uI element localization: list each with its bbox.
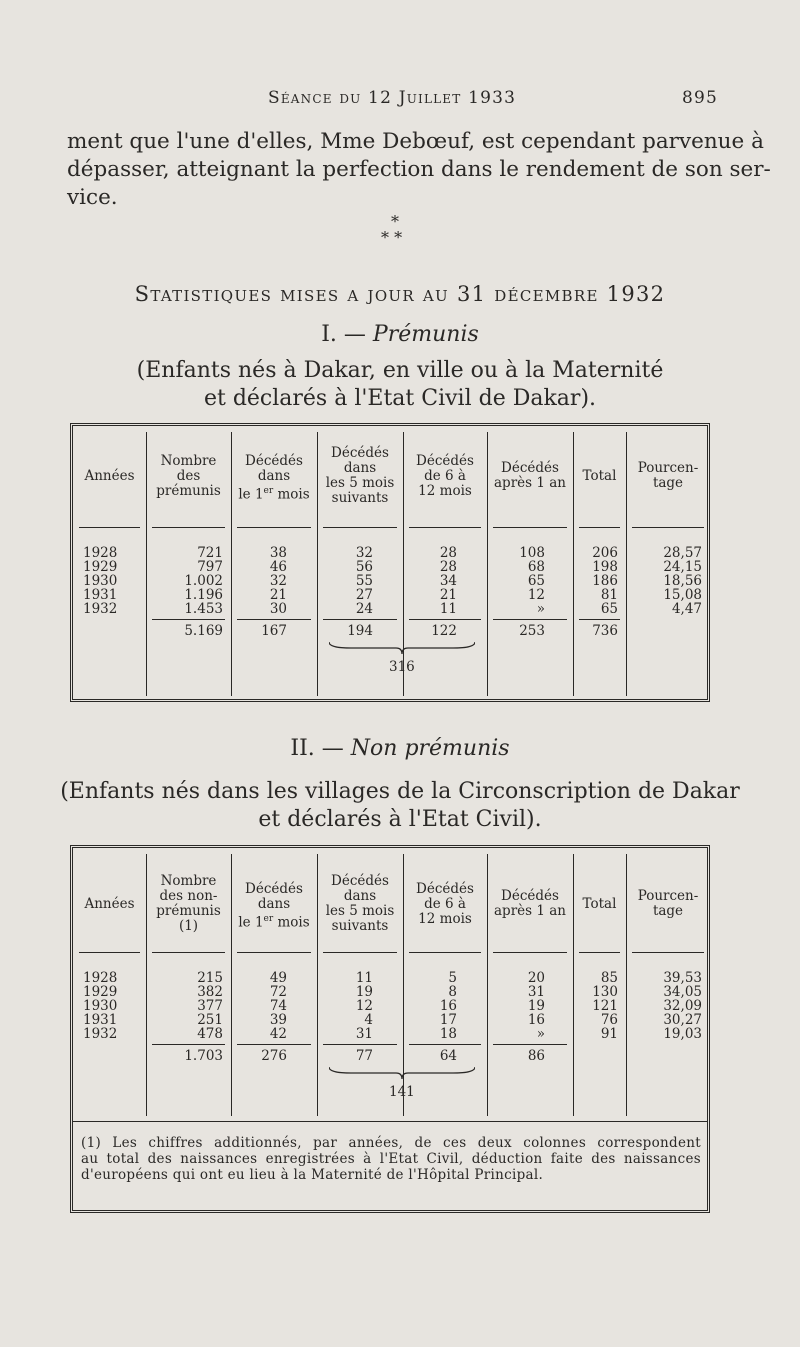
total-total: 736 [592, 623, 618, 639]
sum-brace [329, 1066, 475, 1080]
table-cell-d1: 39 [269, 1012, 287, 1028]
column-header-line: des non- [159, 888, 218, 904]
table-cell-d1: 74 [269, 998, 287, 1014]
table-cell-n: 721 [197, 545, 223, 561]
column-header [317, 446, 403, 506]
table-cell-d6: 21 [439, 587, 457, 603]
column-header [231, 882, 317, 931]
total-da: 253 [519, 623, 545, 639]
table-cell-d5: 4 [364, 1012, 373, 1028]
total-rule [237, 619, 311, 620]
table-cell-year: 1930 [83, 998, 118, 1014]
table-cell-d6: 16 [439, 998, 457, 1014]
table-cell-pct: 4,47 [671, 601, 702, 617]
table-cell-pct: 34,05 [663, 984, 702, 1000]
table-cell-n: 1.002 [184, 573, 223, 589]
table-cell-total: 76 [600, 1012, 618, 1028]
header-underline [79, 952, 140, 953]
total-d1: 276 [261, 1048, 287, 1064]
table-cell-d1: 21 [269, 587, 287, 603]
total-rule [323, 1044, 397, 1045]
column-header-line: Années [84, 895, 135, 912]
column-header [403, 454, 487, 499]
table-cell-total: 130 [592, 984, 618, 1000]
column-header-line: suivants [331, 918, 389, 934]
table-cell-d5: 12 [355, 998, 373, 1014]
table-cell-year: 1929 [83, 559, 118, 575]
sum-brace [329, 641, 475, 655]
header-underline [237, 527, 311, 528]
table-cell-n: 1.453 [184, 601, 223, 617]
table-cell-pct: 18,56 [663, 573, 702, 589]
table-cell-da: » [536, 601, 545, 617]
column-header [146, 454, 231, 499]
section-2-number: II. — [290, 736, 344, 761]
table-cell-total: 91 [600, 1026, 618, 1042]
intro-paragraph [67, 128, 771, 212]
table-cell-da: » [536, 1026, 545, 1042]
intro-line-3: vice. [67, 185, 118, 210]
table-cell-d5: 19 [355, 984, 373, 1000]
asterism-bottom: * * [381, 228, 403, 247]
column-header-line: de 6 à [424, 467, 466, 484]
table-cell-d6: 11 [439, 601, 457, 617]
column-header [573, 469, 626, 484]
header-underline [579, 527, 620, 528]
total-rule [152, 619, 225, 620]
table-cell-d5: 32 [355, 545, 373, 561]
total-rule [493, 1044, 567, 1045]
column-header-line: après 1 an [494, 475, 566, 491]
column-header-line: tage [652, 903, 684, 919]
table-cell-year: 1932 [83, 1026, 118, 1042]
table-cell-pct: 32,09 [663, 998, 702, 1014]
intro-line-2: dépasser, atteignant la perfection dans le rendement de son ser- [67, 157, 771, 182]
table-cell-da: 108 [519, 545, 545, 561]
column-header-line: Décédés [331, 873, 389, 889]
total-d1: 167 [261, 623, 287, 639]
table-cell-n: 382 [197, 984, 223, 1000]
table-cell-d6: 5 [448, 970, 457, 986]
table-cell-pct: 15,08 [663, 587, 702, 603]
table-cell-d5: 56 [355, 559, 373, 575]
footnote-rule [73, 1121, 707, 1122]
section-1-title [0, 322, 800, 347]
header-underline [323, 952, 397, 953]
column-header-line: Décédés [416, 452, 474, 469]
table-cell-pct: 19,03 [663, 1026, 702, 1042]
column-header-line: Décédés [331, 445, 389, 461]
column-header-line: Décédés [245, 880, 303, 897]
footnote-line: au total des naissances enregistrées à l'Etat Civil, déduction faite des naissances [81, 1151, 701, 1167]
section-1-subtitle-1: (Enfants nés à Dakar, en ville ou à la Maternité [136, 358, 664, 383]
table-cell-year: 1929 [83, 984, 118, 1000]
table-cell-d6: 28 [439, 545, 457, 561]
column-header-line: 12 mois [418, 910, 472, 927]
table-cell-total: 81 [600, 587, 618, 603]
section-1-subtitle-2: et déclarés à l'Etat Civil de Dakar). [203, 386, 597, 411]
column-header-line: dans [343, 888, 377, 904]
table-cell-n: 215 [197, 970, 223, 986]
total-rule [323, 619, 397, 620]
table-cell-d6: 18 [439, 1026, 457, 1042]
section-2-subtitle-2: et déclarés à l'Etat Civil). [258, 807, 542, 832]
page-number: 895 [682, 88, 719, 108]
table-non-premunis [70, 845, 710, 1213]
header-underline [493, 952, 567, 953]
section-1-number: I. — [321, 322, 366, 347]
column-header [487, 461, 573, 491]
table-cell-d5: 31 [355, 1026, 373, 1042]
column-divider [573, 854, 574, 1116]
header-underline [579, 952, 620, 953]
column-header-line: les 5 mois [325, 903, 395, 919]
column-header-line: Années [84, 467, 135, 484]
table-cell-year: 1931 [83, 587, 118, 603]
table-cell-n: 251 [197, 1012, 223, 1028]
column-header [146, 874, 231, 934]
header-underline [323, 527, 397, 528]
header-underline [493, 527, 567, 528]
table-cell-total: 198 [592, 559, 618, 575]
table-cell-n: 797 [197, 559, 223, 575]
table-cell-year: 1932 [83, 601, 118, 617]
table-cell-d5: 11 [355, 970, 373, 986]
statistics-title: Statistiques mises a jour au 31 décembre 1932 [134, 282, 666, 306]
header-underline [409, 952, 481, 953]
table-cell-d6: 34 [439, 573, 457, 589]
table-cell-d6: 8 [448, 984, 457, 1000]
column-header [73, 469, 146, 484]
column-header [487, 889, 573, 919]
running-header-title: Séance du 12 Juillet 1933 [268, 88, 517, 108]
column-header-line: Nombre [160, 452, 217, 469]
header-underline [632, 527, 704, 528]
table-cell-d1: 42 [269, 1026, 287, 1042]
table-cell-da: 12 [527, 587, 545, 603]
table-cell-d1: 30 [269, 601, 287, 617]
total-rule [409, 619, 481, 620]
column-header [403, 882, 487, 927]
footnote-line: (1) Les chiffres additionnés, par années, de ces deux colonnes correspondent [81, 1135, 701, 1151]
table-cell-year: 1930 [83, 573, 118, 589]
table-cell-d5: 24 [355, 601, 373, 617]
column-header [626, 889, 710, 919]
total-rule [237, 1044, 311, 1045]
total-rule [152, 1044, 225, 1045]
column-header-line: dans [343, 460, 377, 476]
table-cell-da: 65 [527, 573, 545, 589]
table-premunis [70, 423, 710, 702]
column-header-line: tage [652, 475, 684, 491]
column-header [231, 454, 317, 503]
brace-total: 141 [389, 1084, 415, 1100]
total-rule [409, 1044, 481, 1045]
column-header-line: Décédés [501, 460, 559, 476]
total-d5: 194 [347, 623, 373, 639]
table-cell-d1: 32 [269, 573, 287, 589]
column-header-line: (1) [178, 918, 199, 934]
header-underline [152, 527, 225, 528]
table-cell-da: 16 [527, 1012, 545, 1028]
table-cell-n: 377 [197, 998, 223, 1014]
table-cell-total: 121 [592, 998, 618, 1014]
header-underline [632, 952, 704, 953]
table-cell-total: 206 [592, 545, 618, 561]
total-d6: 122 [431, 623, 457, 639]
column-header-line: prémunis [156, 482, 221, 499]
column-header-line: Pourcen- [637, 460, 699, 476]
column-header [626, 461, 710, 491]
total-n: 5.169 [184, 623, 223, 639]
table-cell-d6: 28 [439, 559, 457, 575]
table-cell-d6: 17 [439, 1012, 457, 1028]
table-cell-da: 19 [527, 998, 545, 1014]
table-cell-pct: 39,53 [663, 970, 702, 986]
section-1-name: Prémunis [372, 322, 479, 347]
table-cell-da: 31 [527, 984, 545, 1000]
table-cell-d1: 49 [269, 970, 287, 986]
table-cell-total: 85 [600, 970, 618, 986]
column-header-line: 12 mois [418, 482, 472, 499]
column-header-line: Décédés [245, 452, 303, 469]
footnote-line: d'européens qui ont eu lieu à la Maternité de l'Hôpital Principal. [81, 1167, 544, 1183]
column-header-line: le 1er mois [238, 485, 310, 502]
table-cell-pct: 30,27 [663, 1012, 702, 1028]
column-header-line: Décédés [501, 888, 559, 904]
section-2-title [0, 736, 800, 761]
table-cell-d1: 72 [269, 984, 287, 1000]
section-2-name: Non prémunis [350, 736, 510, 761]
total-da: 86 [527, 1048, 545, 1064]
section-2-subtitle-1: (Enfants nés dans les villages de la Circonscription de Dakar [60, 779, 740, 804]
column-header-line: les 5 mois [325, 475, 395, 491]
column-header-line: Total [582, 467, 617, 484]
brace-total: 316 [389, 659, 415, 675]
table-cell-d5: 27 [355, 587, 373, 603]
column-header-line: prémunis [156, 903, 221, 919]
column-header-line: Décédés [416, 880, 474, 897]
column-header [317, 874, 403, 934]
table-cell-total: 186 [592, 573, 618, 589]
column-header-line: Pourcen- [637, 888, 699, 904]
column-header [73, 897, 146, 912]
header-underline [237, 952, 311, 953]
total-rule [579, 619, 620, 620]
asterism-top: * [391, 212, 399, 231]
column-header-line: dans [257, 467, 291, 484]
table-cell-da: 68 [527, 559, 545, 575]
table-cell-d5: 55 [355, 573, 373, 589]
table-cell-d1: 46 [269, 559, 287, 575]
table-cell-pct: 28,57 [663, 545, 702, 561]
column-header-line: Total [582, 895, 617, 912]
header-underline [152, 952, 225, 953]
table-cell-da: 20 [527, 970, 545, 986]
table-cell-d1: 38 [269, 545, 287, 561]
table-cell-pct: 24,15 [663, 559, 702, 575]
column-header-line: suivants [331, 490, 389, 506]
table-cell-year: 1928 [83, 545, 118, 561]
column-header-line: dans [257, 895, 291, 912]
column-header-line: après 1 an [494, 903, 566, 919]
header-underline [409, 527, 481, 528]
column-header [573, 897, 626, 912]
table-cell-total: 65 [600, 601, 618, 617]
intro-line-1: ment que l'une d'elles, Mme Debœuf, est cependant parvenue à [67, 129, 764, 154]
total-rule [493, 619, 567, 620]
table-cell-n: 1.196 [184, 587, 223, 603]
column-header-line: Nombre [160, 873, 217, 889]
total-d5: 77 [355, 1048, 373, 1064]
footnote [81, 1135, 701, 1183]
column-header-line: de 6 à [424, 895, 466, 912]
total-d6: 64 [439, 1048, 457, 1064]
total-n: 1.703 [184, 1048, 223, 1064]
column-header-line: le 1er mois [238, 913, 310, 930]
column-header-line: des [176, 467, 201, 484]
table-cell-year: 1931 [83, 1012, 118, 1028]
table-cell-year: 1928 [83, 970, 118, 986]
table-cell-n: 478 [197, 1026, 223, 1042]
header-underline [79, 527, 140, 528]
